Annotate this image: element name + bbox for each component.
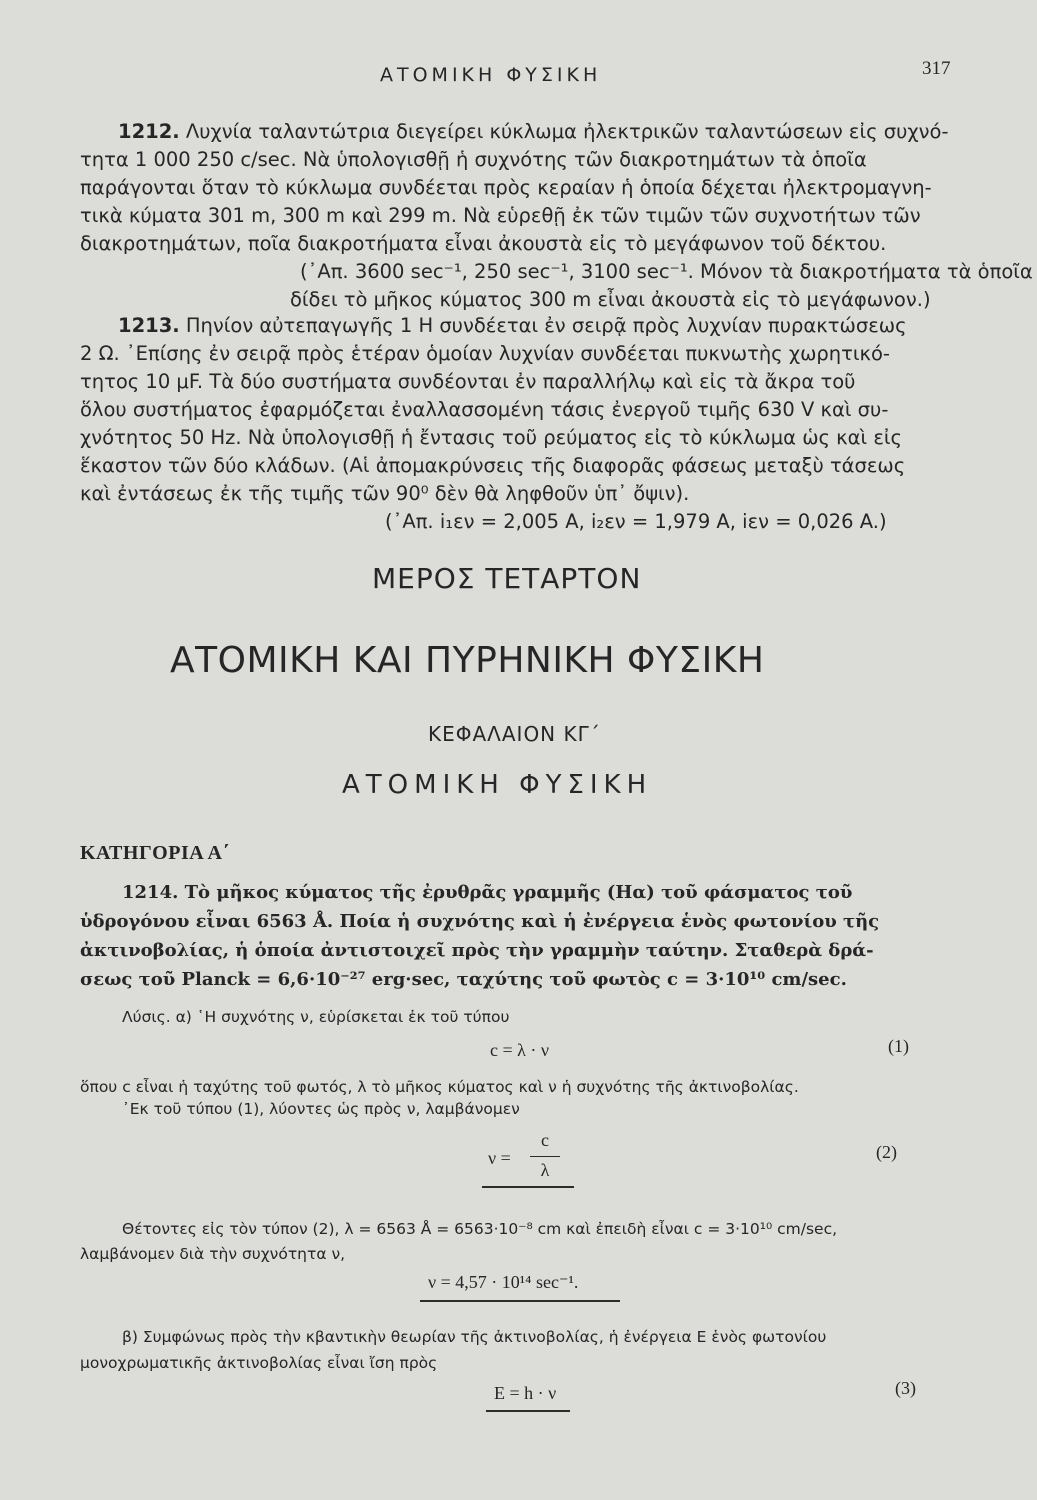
part-title: ΜΕΡΟΣ ΤΕΤΑΡΤΟΝ bbox=[372, 562, 642, 595]
problem-1214-line-2: ὑδρογόνου εἶναι 6563 Å. Ποία ἡ συχνότης καὶ ἡ ἐνέργεια ἑνὸς φωτονίου τῆς bbox=[80, 911, 880, 932]
problem-1212 bbox=[80, 118, 1033, 314]
problem-1213 bbox=[80, 312, 960, 536]
problem-1213-line-5: χνότητος 50 Hz. Νὰ ὑπολογισθῇ ἡ ἔντασις τοῦ ρεύματος εἰς τὸ κύκλωμα ὡς καὶ εἰς bbox=[80, 426, 902, 449]
solution-setting-1: Θέτοντες εἰς τὸν τύπον (2), λ = 6563 Å = 6563·10⁻⁸ cm καὶ ἐπειδὴ εἶναι c = 3·10¹⁰ cm/sec, bbox=[122, 1220, 838, 1238]
chapter-title: ΑΤΟΜΙΚΗ ΦΥΣΙΚΗ bbox=[342, 770, 653, 800]
equation-2-denominator: λ bbox=[540, 1160, 550, 1180]
problem-1214-line-4: σεως τοῦ Planck = 6,6·10⁻²⁷ erg·sec, ταχύτης τοῦ φωτὸς c = 3·10¹⁰ cm/sec. bbox=[80, 969, 847, 990]
problem-1213-line-6: ἕκαστον τῶν δύο κλάδων. (Αἱ ἀπομακρύνσεις τῆς διαφορᾶς φάσεως μεταξὺ τάσεως bbox=[80, 454, 906, 477]
fraction-bar bbox=[530, 1156, 560, 1157]
chapter-number: ΚΕΦΑΛΑΙΟΝ ΚΓ΄ bbox=[428, 722, 601, 746]
solution-solving: ᾽Εκ τοῦ τύπου (1), λύοντες ὡς πρὸς ν, λαμβάνομεν bbox=[122, 1100, 520, 1118]
problem-1212-answer-2: δίδει τὸ μῆκος κύματος 300 m εἶναι ἀκουστὰ εἰς τὸ μεγάφωνον.) bbox=[290, 288, 931, 311]
category-heading: ΚΑΤΗΓΟΡΙΑ Α΄ bbox=[80, 842, 230, 864]
problem-1212-line-4: τικὰ κύματα 301 m, 300 m καὶ 299 m. Νὰ εὑρεθῇ ἐκ τῶν τιμῶν τῶν συχνοτήτων τῶν bbox=[80, 204, 921, 227]
problem-1212-line-5: διακροτημάτων, ποῖα διακροτήματα εἶναι ἀκουστὰ εἰς τὸ μεγάφωνον τοῦ δέκτου. bbox=[80, 232, 887, 255]
solution-setting-2: λαμβάνομεν διὰ τὴν συχνότητα ν, bbox=[80, 1245, 346, 1263]
problem-1213-answer: (᾽Απ. i₁εν = 2,005 A, i₂εν = 1,979 A, iεν = 0,026 A.) bbox=[385, 510, 887, 533]
problem-1213-line-4: ὅλου συστήματος ἐφαρμόζεται ἐναλλασσομένη τάσις ἐνεργοῦ τιμῆς 630 V καὶ συ- bbox=[80, 398, 889, 421]
problem-1212-answer-1: (᾽Απ. 3600 sec⁻¹, 250 sec⁻¹, 3100 sec⁻¹. Μόνον τὰ διακροτήματα τὰ ὁποῖα bbox=[300, 260, 1033, 283]
equation-2-lhs: ν = bbox=[488, 1148, 511, 1168]
problem-number: 1214. bbox=[122, 882, 179, 903]
result-frequency: ν = 4,57 · 10¹⁴ sec⁻¹. bbox=[428, 1272, 579, 1292]
equation-3-number: (3) bbox=[895, 1378, 916, 1398]
equation-1: c = λ · ν bbox=[490, 1040, 550, 1060]
problem-1213-line-7: καὶ ἐντάσεως ἐκ τῆς τιμῆς τῶν 90⁰ δὲν θὰ ληφθοῦν ὑπ᾽ ὄψιν). bbox=[80, 482, 690, 505]
problem-1213-line-3: τητος 10 μF. Τὰ δύο συστήματα συνδέονται ἐν παραλλήλῳ καὶ εἰς τὰ ἄκρα τοῦ bbox=[80, 370, 856, 393]
problem-1214 bbox=[80, 878, 970, 994]
main-title: ΑΤΟΜΙΚΗ ΚΑΙ ΠΥΡΗΝΙΚΗ ΦΥΣΙΚΗ bbox=[170, 640, 765, 681]
problem-1212-line-1: 1212. Λυχνία ταλαντώτρια διεγείρει κύκλωμα ἠλεκτρικῶν ταλαντώσεων εἰς συχνό- bbox=[118, 120, 949, 143]
page-number: 317 bbox=[922, 58, 951, 79]
problem-1213-line-2: 2 Ω. ᾽Επίσης ἐν σειρᾷ πρὸς ἑτέραν ὁμοίαν λυχνίαν συνδέεται πυκνωτὴς χωρητικό- bbox=[80, 342, 890, 365]
problem-number: 1212. bbox=[118, 120, 180, 143]
solution-beta-1: β) Συμφώνως πρὸς τὴν κβαντικὴν θεωρίαν τῆς ἀκτινοβολίας, ἡ ἐνέργεια Ε ἑνὸς φωτονίου bbox=[122, 1328, 827, 1346]
problem-number: 1213. bbox=[118, 314, 180, 337]
equation-1-number: (1) bbox=[888, 1036, 909, 1056]
problem-1214-line-3: ἀκτινοβολίας, ἡ ὁποία ἀντιστοιχεῖ πρὸς τὴν γραμμὴν ταύτην. Σταθερὰ δρά- bbox=[80, 940, 874, 961]
problem-1212-line-2: τητα 1 000 250 c/sec. Νὰ ὑπολογισθῇ ἡ συχνότης τῶν διακροτημάτων τὰ ὁποῖα bbox=[80, 148, 867, 171]
equation-2-underline bbox=[482, 1186, 574, 1188]
solution-beta-2: μονοχρωματικῆς ἀκτινοβολίας εἶναι ἴση πρὸς bbox=[80, 1354, 438, 1372]
equation-3: Ε = h · ν bbox=[494, 1383, 557, 1403]
equation-2-number: (2) bbox=[876, 1142, 897, 1162]
problem-1213-line-1: 1213. Πηνίον αὐτεπαγωγῆς 1 Η συνδέεται ἐν σειρᾷ πρὸς λυχνίαν πυρακτώσεως bbox=[118, 314, 907, 337]
solution-intro: Λύσις. α) ῾Η συχνότης ν, εὑρίσκεται ἐκ τοῦ τύπου bbox=[122, 1008, 510, 1026]
equation-2-numerator: c bbox=[541, 1130, 549, 1150]
equation-3-underline bbox=[486, 1410, 570, 1412]
result-underline bbox=[420, 1300, 620, 1302]
problem-1212-line-3: παράγονται ὅταν τὸ κύκλωμα συνδέεται πρὸς κεραίαν ἡ ὁποία δέχεται ἠλεκτρομαγνη- bbox=[80, 176, 932, 199]
solution-where: ὅπου c εἶναι ἡ ταχύτης τοῦ φωτός, λ τὸ μῆκος κύματος καὶ ν ἡ συχνότης τῆς ἀκτινοβολίας. bbox=[80, 1078, 799, 1096]
problem-1214-line-1: 1214. Τὸ μῆκος κύματος τῆς ἐρυθρᾶς γραμμῆς (Hα) τοῦ φάσματος τοῦ bbox=[122, 882, 853, 903]
running-header: ΑΤΟΜΙΚΗ ΦΥΣΙΚΗ bbox=[380, 64, 602, 86]
